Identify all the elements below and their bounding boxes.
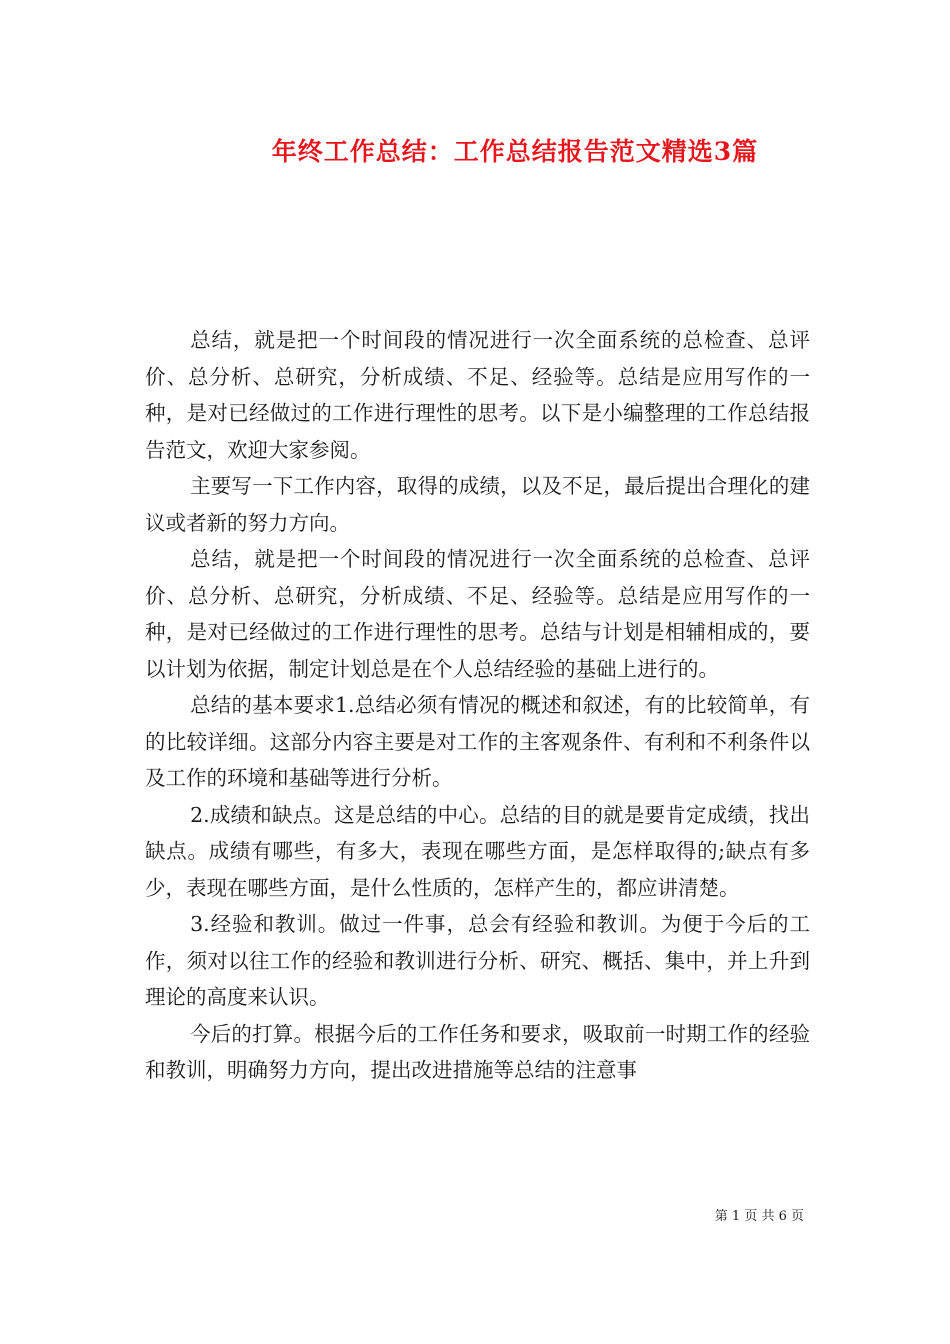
page-number-footer: 第 1 页 共 6 页: [714, 1209, 804, 1224]
paragraph-4: 总结的基本要求1.总结必须有情况的概述和叙述，有的比较简单，有的比较详细。这部分内容主要是对工作的主客观条件、有利和不利条件以及工作的环境和基础等进行分析。: [145, 693, 810, 790]
paragraph-2: 主要写一下工作内容，取得的成绩，以及不足，最后提出合理化的建议或者新的努力方向。: [145, 474, 810, 535]
paragraph-3: 总结，就是把一个时间段的情况进行一次全面系统的总检查、总评价、总分析、总研究，分析成绩、不足、经验等。总结是应用写作的一种，是对已经做过的工作进行理性的思考。总结与计划是相辅相成的，要以计划为依据，制定计划总是在个人总结经验的基础上进行的。: [145, 547, 810, 681]
document-body: [145, 322, 810, 1089]
document-title: 年终工作总结：工作总结报告范文精选3篇: [271, 137, 759, 166]
paragraph-6: 3.经验和教训。做过一件事，总会有经验和教训。为便于今后的工作，须对以往工作的经验和教训进行分析、研究、概括、集中，并上升到理论的高度来认识。: [145, 912, 810, 1009]
paragraph-5: 2.成绩和缺点。这是总结的中心。总结的目的就是要肯定成绩，找出缺点。成绩有哪些，有多大，表现在哪些方面，是怎样取得的;缺点有多少，表现在哪些方面，是什么性质的，怎样产生的，都应讲清楚。: [145, 802, 810, 900]
paragraph-1: 总结，就是把一个时间段的情况进行一次全面系统的总检查、总评价、总分析、总研究，分析成绩、不足、经验等。总结是应用写作的一种，是对已经做过的工作进行理性的思考。以下是小编整理的工作总结报告范文，欢迎大家参阅。: [145, 328, 810, 462]
paragraph-7: 今后的打算。根据今后的工作任务和要求，吸取前一时期工作的经验和教训，明确努力方向，提出改进措施等总结的注意事: [145, 1021, 810, 1082]
